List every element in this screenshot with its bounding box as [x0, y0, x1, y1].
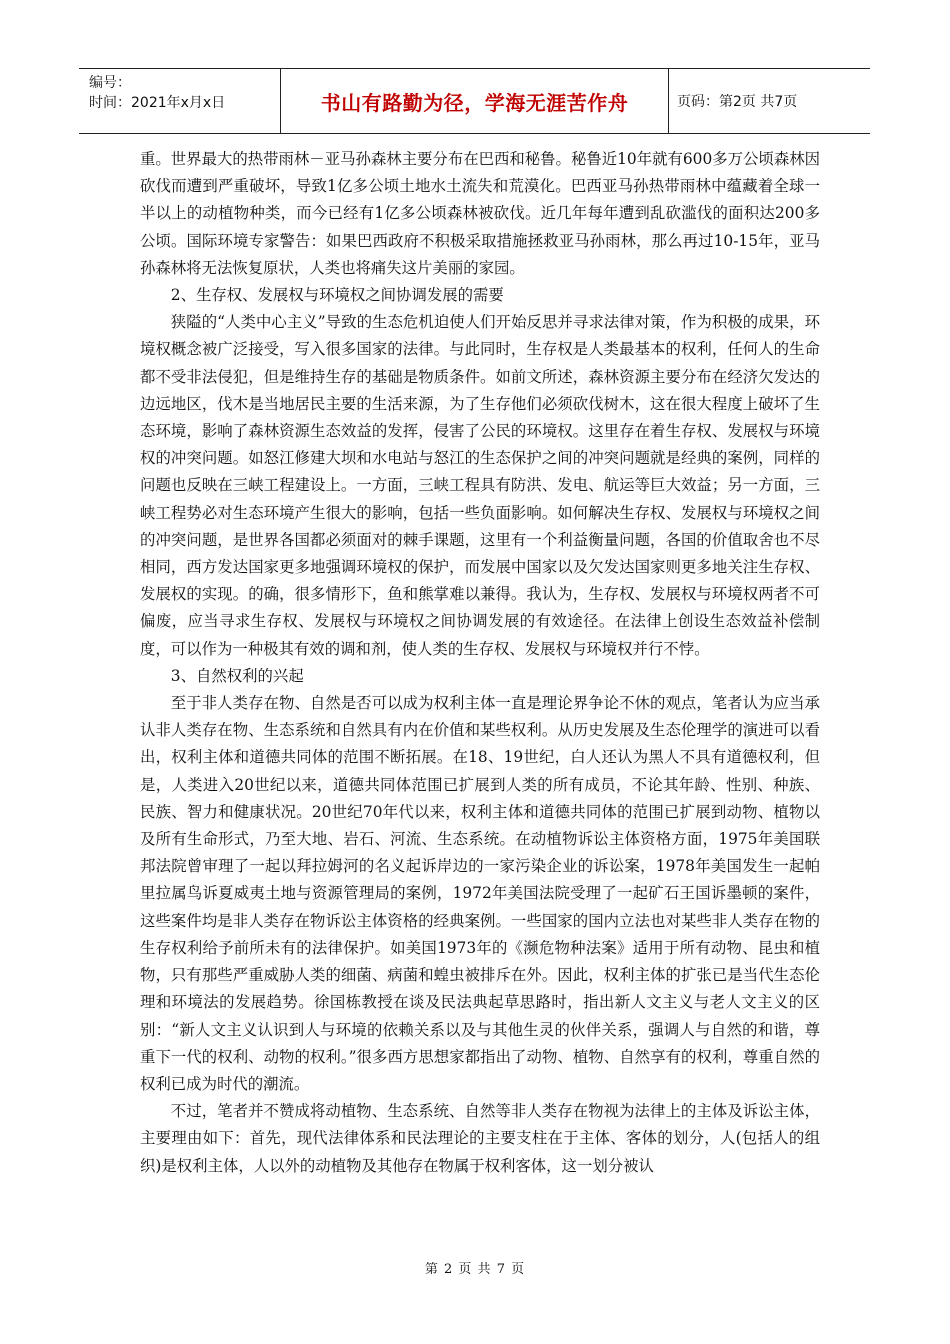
document-number-label: 编号：: [89, 75, 131, 91]
body-paragraph: 至于非人类存在物、自然是否可以成为权利主体一直是理论界争论不休的观点，笔者认为应当承认非人类存在物、生态系统和自然具有内在价值和某些权利。从历史发展及生态伦理学的演进可以看出，权利主体和道德共同体的范围不断拓展。在18、19世纪，白人还认为黑人不具有道德权利，但是，人类进入20世纪以来，道德共同体范围已扩展到人类的所有成员，不论其年龄、性别、种族、民族、智力和健康状况。20世纪70年代以来，权利主体和道德共同体的范围已扩展到动物、植物以及所有生命形式，乃至大地、岩石、河流、生态系统。在动植物诉讼主体资格方面，1975年美国联邦法院曾审理了一起以拜拉姆河的名义起诉岸边的一家污染企业的诉讼案，1978年美国发生一起帕里拉属鸟诉夏威夷土地与资源管理局的案例，1972年美国法院受理了一起矿石王国诉墨顿的案件，这些案件均是非人类存在物诉讼主体资格的经典案例。一些国家的国内立法也对某些非人类存在物的生存权利给予前所未有的法律保护。如美国1973年的《濒危物种法案》适用于所有动物、昆虫和植物，只有那些严重威胁人类的细菌、病菌和蝗虫被排斥在外。因此，权利主体的扩张已是当代生态伦理和环境法的发展趋势。徐国栋教授在谈及民法典起草思路时，指出新人文主义与老人文主义的区别：“新人文主义认识到人与环境的依赖关系以及与其他生灵的伙伴关系，强调人与自然的和谐，尊重下一代的权利、动物的权利。”很多西方思想家都指出了动物、植物、自然享有的权利，尊重自然的权利已成为时代的潮流。: [140, 694, 820, 1093]
section-heading: 3、自然权利的兴起: [170, 666, 304, 685]
page-header: [79, 68, 870, 134]
body-paragraph: 不过，笔者并不赞成将动植物、生态系统、自然等非人类存在物视为法律上的主体及诉讼主体，主要理由如下：首先，现代法律体系和民法理论的主要支柱在于主体、客体的划分，人(包括人的组织)是权利主体，人以外的动植物及其他存在物属于权利客体，这一划分被认: [140, 1102, 820, 1175]
document-time-label: 时间：2021年x月x日: [89, 95, 226, 111]
document-body: [140, 146, 820, 1180]
header-meta: [79, 69, 281, 133]
section-heading: 2、生存权、发展权与环境权之间协调发展的需要: [170, 286, 504, 305]
header-motto: 书山有路勤为径，学海无涯苦作舟: [281, 69, 669, 133]
header-page-info: 页码：第2页 共7页: [677, 94, 798, 110]
body-paragraph: 狭隘的“人类中心主义”导致的生态危机迫使人们开始反思并寻求法律对策，作为积极的成果，环境权概念被广泛接受，写入很多国家的法律。与此同时，生存权是人类最基本的权利，任何人的生命都不受非法侵犯，但是维持生存的基础是物质条件。如前文所述，森林资源主要分布在经济欠发达的边远地区，伐木是当地居民主要的生活来源，为了生存他们必须砍伐树木，这在很大程度上破坏了生态环境，影响了森林资源生态效益的发挥，侵害了公民的环境权。这里存在着生存权、发展权与环境权的冲突问题。如怒江修建大坝和水电站与怒江的生态保护之间的冲突问题就是经典的案例，同样的问题也反映在三峡工程建设上。一方面，三峡工程具有防洪、发电、航运等巨大效益；另一方面，三峡工程势必对生态环境产生很大的影响，包括一些负面影响。如何解决生存权、发展权与环境权之间的冲突问题，是世界各国都必须面对的棘手课题，这里有一个利益衡量问题，各国的价值取舍也不尽相同，西方发达国家更多地强调环境权的保护，而发展中国家以及欠发达国家则更多地关注生存权、发展权的实现。的确，很多情形下，鱼和熊掌难以兼得。我认为，生存权、发展权与环境权两者不可偏废，应当寻求生存权、发展权与环境权之间协调发展的有效途径。在法律上创设生态效益补偿制度，可以作为一种极其有效的调和剂，使人类的生存权、发展权与环境权并行不悖。: [140, 313, 820, 658]
body-paragraph: 重。世界最大的热带雨林－亚马孙森林主要分布在巴西和秘鲁。秘鲁近10年就有600多万公顷森林因砍伐而遭到严重破坏，导致1亿多公顷土地水土流失和荒漠化。巴西亚马孙热带雨林中蕴藏着全球一半以上的动植物种类，而今已经有1亿多公顷森林被砍伐。近几年每年遭到乱砍滥伐的面积达200多公顷。国际环境专家警告：如果巴西政府不积极采取措施拯救亚马孙雨林，那么再过10-15年，亚马孙森林将无法恢复原状，人类也将痛失这片美丽的家园。: [140, 150, 820, 277]
page-footer: 第 2 页 共 7 页: [424, 1262, 526, 1277]
